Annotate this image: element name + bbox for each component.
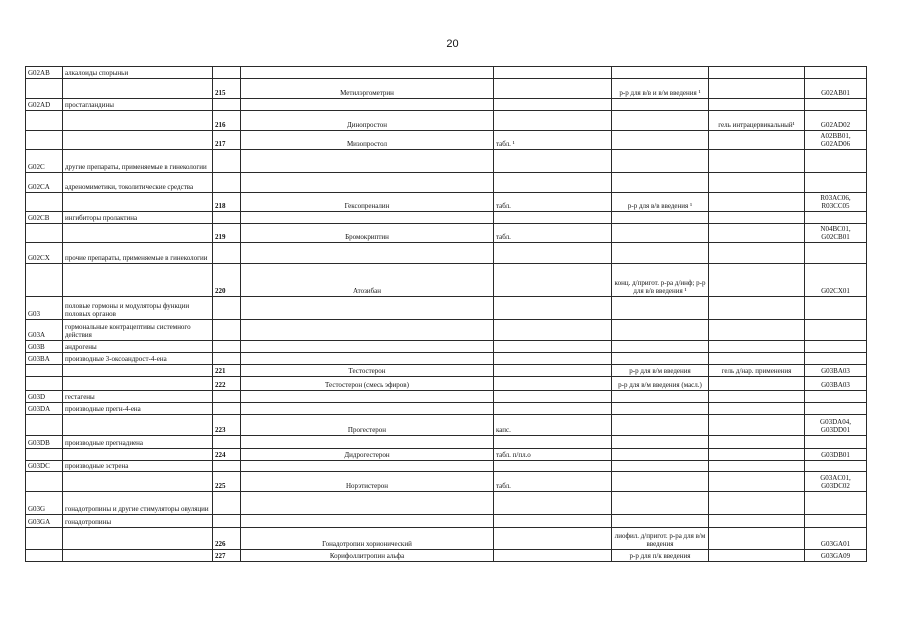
group-row xyxy=(26,403,867,415)
empty-cell xyxy=(494,515,612,528)
drug-name: Бромокриптин xyxy=(241,224,494,243)
empty-cell xyxy=(241,515,494,528)
group-row xyxy=(26,353,867,365)
empty-cell xyxy=(26,472,63,492)
group-row xyxy=(26,150,867,173)
drug-name: Корифоллитропин альфа xyxy=(241,550,494,562)
empty-cell xyxy=(63,111,213,131)
dosage-form-injection xyxy=(612,111,709,131)
empty-cell xyxy=(805,67,867,79)
empty-cell xyxy=(494,67,612,79)
empty-cell xyxy=(709,320,805,341)
empty-cell xyxy=(26,131,63,150)
atc-group-code: G03A xyxy=(26,320,63,341)
empty-cell xyxy=(63,377,213,391)
empty-cell xyxy=(63,472,213,492)
empty-cell xyxy=(709,212,805,224)
drug-number: 226 xyxy=(213,528,241,550)
empty-cell xyxy=(805,515,867,528)
dosage-form-other: гель д/нар. применения xyxy=(709,365,805,377)
drug-classification-table xyxy=(25,66,867,562)
group-row xyxy=(26,320,867,341)
empty-cell xyxy=(612,173,709,193)
empty-cell xyxy=(26,264,63,297)
empty-cell xyxy=(494,492,612,515)
empty-cell xyxy=(494,212,612,224)
empty-cell xyxy=(805,150,867,173)
empty-cell xyxy=(612,243,709,264)
drug-name: Норэтистерон xyxy=(241,472,494,492)
empty-cell xyxy=(241,403,494,415)
page-number: 20 xyxy=(446,38,459,50)
empty-cell xyxy=(805,99,867,111)
empty-cell xyxy=(26,550,63,562)
drug-row xyxy=(26,377,867,391)
empty-cell xyxy=(709,243,805,264)
empty-cell xyxy=(241,353,494,365)
dosage-form-injection xyxy=(612,415,709,436)
atc-group-name: ингибиторы пролактина xyxy=(63,212,213,224)
drug-number: 225 xyxy=(213,472,241,492)
drug-name: Метилэргометрин xyxy=(241,79,494,99)
atc-group-name: производные прегнадиена xyxy=(63,436,213,449)
empty-cell xyxy=(494,403,612,415)
atc-group-code: G03D xyxy=(26,391,63,403)
drug-row xyxy=(26,550,867,562)
empty-cell xyxy=(241,461,494,472)
dosage-form-other xyxy=(709,415,805,436)
group-row xyxy=(26,492,867,515)
empty-cell xyxy=(63,131,213,150)
empty-cell xyxy=(709,403,805,415)
atc-group-code: G03G xyxy=(26,492,63,515)
empty-cell xyxy=(805,297,867,320)
atc-group-name: гормональные контрацептивы системного действия xyxy=(63,320,213,341)
empty-cell xyxy=(494,341,612,353)
dosage-form-other xyxy=(709,224,805,243)
empty-cell xyxy=(241,212,494,224)
empty-cell xyxy=(805,341,867,353)
empty-cell xyxy=(805,212,867,224)
empty-cell xyxy=(63,264,213,297)
group-row xyxy=(26,461,867,472)
empty-cell xyxy=(805,353,867,365)
empty-cell xyxy=(213,297,241,320)
empty-cell xyxy=(494,436,612,449)
empty-cell xyxy=(63,365,213,377)
empty-cell xyxy=(612,99,709,111)
atc-group-code: G02C xyxy=(26,150,63,173)
dosage-form-injection xyxy=(612,449,709,461)
drug-number: 216 xyxy=(213,111,241,131)
atc-group-code: G03DC xyxy=(26,461,63,472)
dosage-form-other xyxy=(709,131,805,150)
empty-cell xyxy=(494,353,612,365)
empty-cell xyxy=(805,320,867,341)
atc-group-name: простагландины xyxy=(63,99,213,111)
dosage-form-injection: р-р для в/м введения (масл.) xyxy=(612,377,709,391)
dosage-form-oral xyxy=(494,79,612,99)
dosage-form-injection xyxy=(612,224,709,243)
empty-cell xyxy=(63,449,213,461)
group-row xyxy=(26,67,867,79)
empty-cell xyxy=(213,341,241,353)
empty-cell xyxy=(709,341,805,353)
empty-cell xyxy=(63,79,213,99)
group-row xyxy=(26,243,867,264)
dosage-form-oral xyxy=(494,550,612,562)
empty-cell xyxy=(494,297,612,320)
empty-cell xyxy=(241,320,494,341)
empty-cell xyxy=(494,461,612,472)
empty-cell xyxy=(241,341,494,353)
empty-cell xyxy=(213,492,241,515)
atc-group-code: G03DA xyxy=(26,403,63,415)
group-row xyxy=(26,297,867,320)
drug-row xyxy=(26,472,867,492)
atc-group-code: G02CX xyxy=(26,243,63,264)
dosage-form-other xyxy=(709,193,805,212)
drug-row xyxy=(26,131,867,150)
atc-group-name: гестагены xyxy=(63,391,213,403)
empty-cell xyxy=(612,341,709,353)
group-row xyxy=(26,99,867,111)
group-row xyxy=(26,436,867,449)
atc-group-code: G02AD xyxy=(26,99,63,111)
empty-cell xyxy=(241,67,494,79)
atc-code: G03GA01 xyxy=(805,528,867,550)
empty-cell xyxy=(805,243,867,264)
empty-cell xyxy=(26,193,63,212)
empty-cell xyxy=(241,243,494,264)
dosage-form-other xyxy=(709,377,805,391)
atc-group-name: производные 3-оксоандрост-4-ена xyxy=(63,353,213,365)
empty-cell xyxy=(494,243,612,264)
empty-cell xyxy=(709,150,805,173)
dosage-form-injection: конц. д/пригот. р-ра д/инф; р-р для в/в введения ¹ xyxy=(612,264,709,297)
empty-cell xyxy=(709,515,805,528)
empty-cell xyxy=(612,403,709,415)
group-row xyxy=(26,515,867,528)
drug-row xyxy=(26,365,867,377)
atc-group-name: производные прегн-4-ена xyxy=(63,403,213,415)
dosage-form-other: гель интрацервикальный¹ xyxy=(709,111,805,131)
empty-cell xyxy=(709,173,805,193)
atc-group-code: G03BA xyxy=(26,353,63,365)
empty-cell xyxy=(494,99,612,111)
empty-cell xyxy=(63,528,213,550)
atc-group-name: алкалоиды спорыньи xyxy=(63,67,213,79)
empty-cell xyxy=(709,67,805,79)
atc-code: N04BC01, G02CB01 xyxy=(805,224,867,243)
atc-group-name: другие препараты, применяемые в гинекологии xyxy=(63,150,213,173)
dosage-form-injection xyxy=(612,131,709,150)
group-row xyxy=(26,391,867,403)
atc-code: G03DA04, G03DD01 xyxy=(805,415,867,436)
dosage-form-other xyxy=(709,79,805,99)
empty-cell xyxy=(494,391,612,403)
atc-group-code: G03 xyxy=(26,297,63,320)
drug-number: 224 xyxy=(213,449,241,461)
dosage-form-oral xyxy=(494,528,612,550)
empty-cell xyxy=(213,391,241,403)
empty-cell xyxy=(612,150,709,173)
dosage-form-oral: табл. xyxy=(494,224,612,243)
atc-group-name: адреномиметики, токолитические средства xyxy=(63,173,213,193)
drug-row xyxy=(26,528,867,550)
empty-cell xyxy=(612,492,709,515)
dosage-form-oral: табл. п/пл.о xyxy=(494,449,612,461)
empty-cell xyxy=(213,67,241,79)
empty-cell xyxy=(213,99,241,111)
empty-cell xyxy=(709,492,805,515)
atc-code: G02AD02 xyxy=(805,111,867,131)
empty-cell xyxy=(213,150,241,173)
empty-cell xyxy=(213,353,241,365)
atc-code: R03AC06, R03CC05 xyxy=(805,193,867,212)
atc-code: G03BA03 xyxy=(805,377,867,391)
dosage-form-other xyxy=(709,264,805,297)
atc-group-code: G02CA xyxy=(26,173,63,193)
empty-cell xyxy=(63,550,213,562)
empty-cell xyxy=(213,212,241,224)
atc-group-name: прочие препараты, применяемые в гинекологии xyxy=(63,243,213,264)
empty-cell xyxy=(612,515,709,528)
dosage-form-oral: табл. xyxy=(494,472,612,492)
dosage-form-other xyxy=(709,449,805,461)
empty-cell xyxy=(709,99,805,111)
empty-cell xyxy=(63,415,213,436)
empty-cell xyxy=(26,415,63,436)
empty-cell xyxy=(241,297,494,320)
atc-group-code: G02CB xyxy=(26,212,63,224)
dosage-form-other xyxy=(709,550,805,562)
empty-cell xyxy=(612,436,709,449)
empty-cell xyxy=(709,436,805,449)
drug-name: Тестостерон (смесь эфиров) xyxy=(241,377,494,391)
drug-number: 223 xyxy=(213,415,241,436)
dosage-form-injection xyxy=(612,472,709,492)
dosage-form-oral xyxy=(494,111,612,131)
atc-group-code: G03B xyxy=(26,341,63,353)
empty-cell xyxy=(612,320,709,341)
empty-cell xyxy=(612,391,709,403)
drug-row xyxy=(26,264,867,297)
empty-cell xyxy=(63,193,213,212)
empty-cell xyxy=(63,224,213,243)
dosage-form-oral xyxy=(494,264,612,297)
group-row xyxy=(26,173,867,193)
empty-cell xyxy=(241,99,494,111)
atc-code: G03DB01 xyxy=(805,449,867,461)
empty-cell xyxy=(213,403,241,415)
drug-number: 221 xyxy=(213,365,241,377)
atc-group-name: производные эстрена xyxy=(63,461,213,472)
drug-name: Дидрогестерон xyxy=(241,449,494,461)
atc-group-name: гонадотропины и другие стимуляторы овуляции xyxy=(63,492,213,515)
empty-cell xyxy=(709,297,805,320)
empty-cell xyxy=(805,403,867,415)
atc-group-code: G03DB xyxy=(26,436,63,449)
empty-cell xyxy=(241,391,494,403)
empty-cell xyxy=(494,320,612,341)
empty-cell xyxy=(26,111,63,131)
drug-row xyxy=(26,193,867,212)
atc-code: G03GA09 xyxy=(805,550,867,562)
empty-cell xyxy=(805,461,867,472)
empty-cell xyxy=(494,150,612,173)
atc-group-name: половые гормоны и модуляторы функции половых органов xyxy=(63,297,213,320)
atc-code: A02BB01, G02AD06 xyxy=(805,131,867,150)
empty-cell xyxy=(26,224,63,243)
empty-cell xyxy=(213,173,241,193)
drug-number: 219 xyxy=(213,224,241,243)
dosage-form-injection: р-р для в/м введения xyxy=(612,365,709,377)
empty-cell xyxy=(213,436,241,449)
atc-group-name: андрогены xyxy=(63,341,213,353)
atc-code: G02AB01 xyxy=(805,79,867,99)
dosage-form-injection: р-р для в/в введения ¹ xyxy=(612,193,709,212)
empty-cell xyxy=(612,212,709,224)
drug-row xyxy=(26,79,867,99)
dosage-form-oral: табл. xyxy=(494,193,612,212)
empty-cell xyxy=(213,461,241,472)
empty-cell xyxy=(612,461,709,472)
drug-number: 215 xyxy=(213,79,241,99)
atc-group-code: G02AB xyxy=(26,67,63,79)
dosage-form-oral: капс. xyxy=(494,415,612,436)
drug-number: 227 xyxy=(213,550,241,562)
drug-row xyxy=(26,224,867,243)
drug-number: 217 xyxy=(213,131,241,150)
dosage-form-injection: лиофил. д/пригот. р-ра для в/м введения xyxy=(612,528,709,550)
empty-cell xyxy=(805,173,867,193)
dosage-form-oral xyxy=(494,365,612,377)
empty-cell xyxy=(26,365,63,377)
empty-cell xyxy=(26,377,63,391)
empty-cell xyxy=(709,391,805,403)
empty-cell xyxy=(612,67,709,79)
empty-cell xyxy=(805,436,867,449)
empty-cell xyxy=(494,173,612,193)
drug-name: Атозибан xyxy=(241,264,494,297)
drug-number: 222 xyxy=(213,377,241,391)
drug-row xyxy=(26,415,867,436)
empty-cell xyxy=(241,492,494,515)
empty-cell xyxy=(26,79,63,99)
empty-cell xyxy=(26,528,63,550)
dosage-form-injection: р-р для в/в и в/м введения ¹ xyxy=(612,79,709,99)
group-row xyxy=(26,341,867,353)
empty-cell xyxy=(612,353,709,365)
empty-cell xyxy=(213,243,241,264)
drug-name: Гонадотропин хорионический xyxy=(241,528,494,550)
drug-name: Мизопростол xyxy=(241,131,494,150)
dosage-form-other xyxy=(709,528,805,550)
empty-cell xyxy=(805,492,867,515)
atc-group-code: G03GA xyxy=(26,515,63,528)
group-row xyxy=(26,212,867,224)
drug-number: 220 xyxy=(213,264,241,297)
dosage-form-oral: табл. ¹ xyxy=(494,131,612,150)
drug-name: Тестостерон xyxy=(241,365,494,377)
empty-cell xyxy=(241,436,494,449)
drug-name: Прогестерон xyxy=(241,415,494,436)
atc-code: G02CX01 xyxy=(805,264,867,297)
empty-cell xyxy=(612,297,709,320)
empty-cell xyxy=(26,449,63,461)
empty-cell xyxy=(213,320,241,341)
dosage-form-injection: р-р для п/к введения xyxy=(612,550,709,562)
atc-code: G03BA03 xyxy=(805,365,867,377)
drug-row xyxy=(26,449,867,461)
empty-cell xyxy=(241,150,494,173)
atc-code: G03AC01, G03DC02 xyxy=(805,472,867,492)
drug-name: Гексопреналин xyxy=(241,193,494,212)
empty-cell xyxy=(805,391,867,403)
empty-cell xyxy=(709,353,805,365)
drug-name: Динопростон xyxy=(241,111,494,131)
dosage-form-other xyxy=(709,472,805,492)
empty-cell xyxy=(709,461,805,472)
drug-number: 218 xyxy=(213,193,241,212)
atc-group-name: гонадотропины xyxy=(63,515,213,528)
dosage-form-oral xyxy=(494,377,612,391)
empty-cell xyxy=(213,515,241,528)
empty-cell xyxy=(241,173,494,193)
drug-row xyxy=(26,111,867,131)
